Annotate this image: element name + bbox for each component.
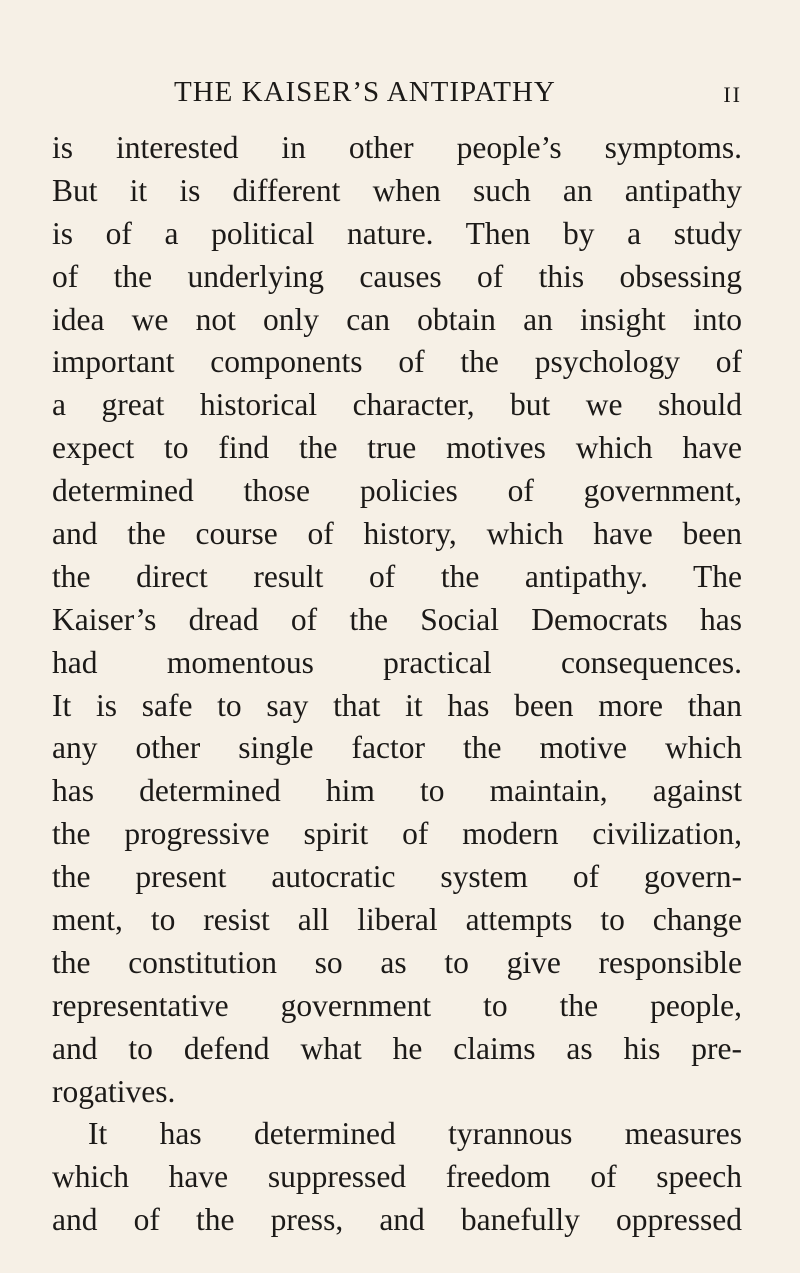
text-line: It has determined tyrannous measures bbox=[88, 1116, 742, 1152]
text-line: is interested in other people’s symptoms. bbox=[52, 130, 742, 165]
text-line: had momentous practical consequences. bbox=[52, 644, 742, 680]
text-line: of the underlying causes of this obsessing bbox=[52, 258, 742, 294]
text-line: idea we not only can obtain an insight into bbox=[52, 301, 742, 337]
running-head bbox=[52, 72, 742, 112]
text-line: But it is different when such an antipathy bbox=[52, 172, 742, 208]
text-line: the present autocratic system of govern- bbox=[52, 859, 742, 895]
text-line: the direct result of the antipathy. The bbox=[52, 558, 742, 594]
text-line: representative government to the people, bbox=[52, 987, 742, 1023]
running-title: THE KAISER’S ANTIPATHY bbox=[174, 76, 556, 108]
text-line: has determined him to maintain, against bbox=[52, 773, 742, 809]
text-line: Kaiser’s dread of the Social Democrats has bbox=[52, 601, 742, 637]
text-line: determined those policies of government, bbox=[52, 473, 742, 509]
text-line: any other single factor the motive which bbox=[52, 730, 742, 766]
text-line: the constitution so as to give responsible bbox=[52, 944, 742, 980]
text-line: which have suppressed freedom of speech bbox=[52, 1159, 742, 1195]
text-line: expect to find the true motives which have bbox=[52, 430, 742, 466]
text-line: and to defend what he claims as his pre- bbox=[52, 1030, 742, 1066]
text-line: and the course of history, which have been bbox=[52, 516, 742, 552]
text-line: important components of the psychology of bbox=[52, 344, 742, 380]
text-line: a great historical character, but we should bbox=[52, 387, 742, 423]
text-line: is of a political nature. Then by a study bbox=[52, 215, 742, 251]
text-line: It is safe to say that it has been more than bbox=[52, 687, 742, 723]
text-line: ment, to resist all liberal attempts to change bbox=[52, 902, 742, 938]
body-text bbox=[52, 127, 742, 1242]
text-line: the progressive spirit of modern civilization, bbox=[52, 816, 742, 852]
text-line: rogatives. bbox=[52, 1073, 176, 1109]
page-number: II bbox=[723, 82, 742, 107]
text-line: and of the press, and banefully oppressed bbox=[52, 1202, 742, 1238]
